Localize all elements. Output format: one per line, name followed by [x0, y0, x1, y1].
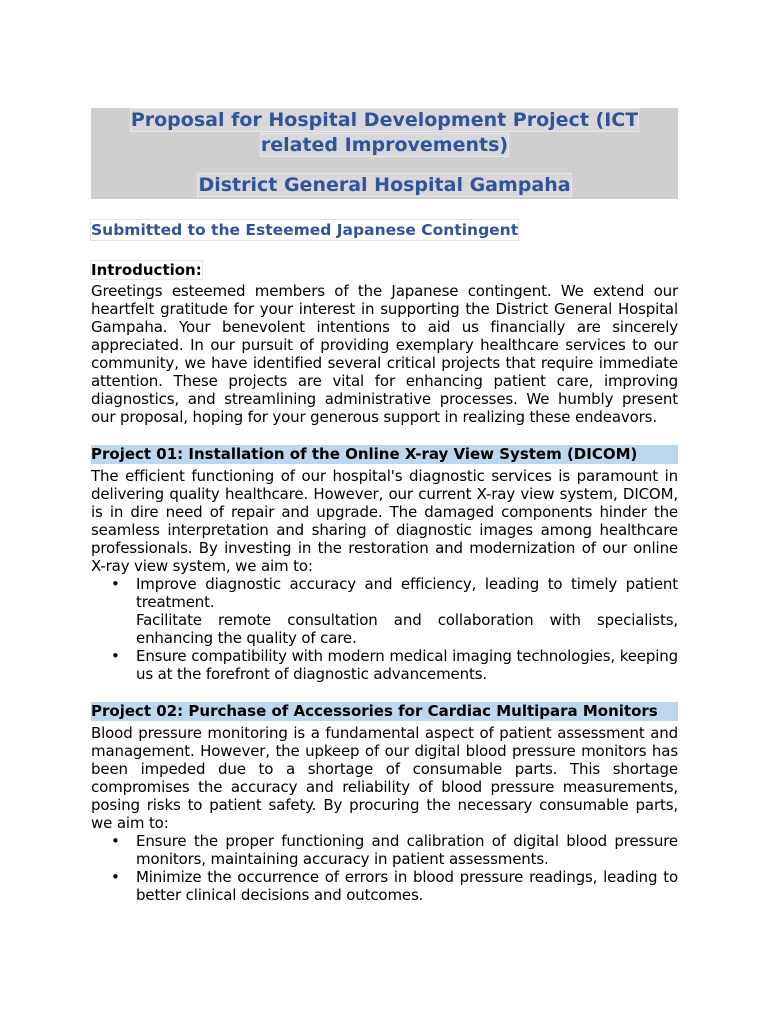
- list-item: [91, 832, 678, 868]
- hospital-name-text: District General Hospital Gampaha: [198, 174, 571, 196]
- proposal-title-line-1: Proposal for Hospital Development Project (ICT: [130, 109, 639, 131]
- project-01-bullet-list: [91, 575, 678, 683]
- bullet-text: Minimize the occurrence of errors in blood pressure readings, leading to better clinical decisions and outcomes.: [136, 868, 678, 904]
- bullet-text: Facilitate remote consultation and collaboration with specialists, enhancing the quality of care.: [136, 611, 678, 647]
- bullet-icon: •: [111, 647, 120, 665]
- list-item: [91, 647, 678, 683]
- list-item: [91, 611, 678, 647]
- submitted-to-heading: Submitted to the Esteemed Japanese Contingent: [91, 221, 519, 239]
- project-02-heading: [91, 702, 678, 721]
- project-02-bullet-list: [91, 832, 678, 904]
- bullet-text: Ensure the proper functioning and calibration of digital blood pressure monitors, maintaining accuracy in patient assessments.: [136, 832, 678, 868]
- bullet-icon: •: [111, 575, 120, 593]
- list-item: [91, 868, 678, 904]
- hospital-name: [91, 173, 678, 198]
- document-page: [91, 108, 678, 904]
- introduction-heading-text: Introduction:: [91, 261, 202, 279]
- project-01-paragraph: The efficient functioning of our hospital's diagnostic services is paramount in delivering quality healthcare. However, our current X-ray view system, DICOM, is in dire need of repair and upgrade. The damaged components hinder the seamless interpretation and sharing of diagnostic images among healthcare professionals. By investing in the restoration and modernization of our online X-ray view system, we aim to:: [91, 467, 678, 575]
- title-block: [91, 108, 678, 199]
- project-02-heading-text: Project 02: Purchase of Accessories for Cardiac Multipara Monitors: [91, 702, 658, 720]
- proposal-title-line-2: related Improvements): [260, 134, 509, 156]
- bullet-text: Improve diagnostic accuracy and efficiency, leading to timely patient treatment.: [136, 575, 678, 611]
- bullet-icon: •: [111, 832, 120, 850]
- list-item: [91, 575, 678, 611]
- project-01-heading: [91, 445, 678, 464]
- project-02-paragraph: Blood pressure monitoring is a fundamental aspect of patient assessment and management. However, the upkeep of our digital blood pressure monitors has been impeded due to a shortage of consumable parts. This shortage compromises the accuracy and reliability of blood pressure measurements, posing risks to patient safety. By procuring the necessary consumable parts, we aim to:: [91, 724, 678, 832]
- bullet-icon: •: [111, 868, 120, 886]
- introduction-heading: [91, 261, 678, 279]
- introduction-paragraph: Greetings esteemed members of the Japanese contingent. We extend our heartfelt gratitude for your interest in supporting the District General Hospital Gampaha. Your benevolent intentions to aid us financially are sincerely appreciated. In our pursuit of providing exemplary healthcare services to our community, we have identified several critical projects that require immediate attention. These projects are vital for enhancing patient care, improving diagnostics, and streamlining administrative processes. We humbly present our proposal, hoping for your generous support in realizing these endeavors.: [91, 282, 678, 426]
- project-01-heading-text: Project 01: Installation of the Online X-ray View System (DICOM): [91, 445, 638, 463]
- bullet-text: Ensure compatibility with modern medical imaging technologies, keeping us at the forefront of diagnostic advancements.: [136, 647, 678, 683]
- proposal-title: [91, 108, 678, 158]
